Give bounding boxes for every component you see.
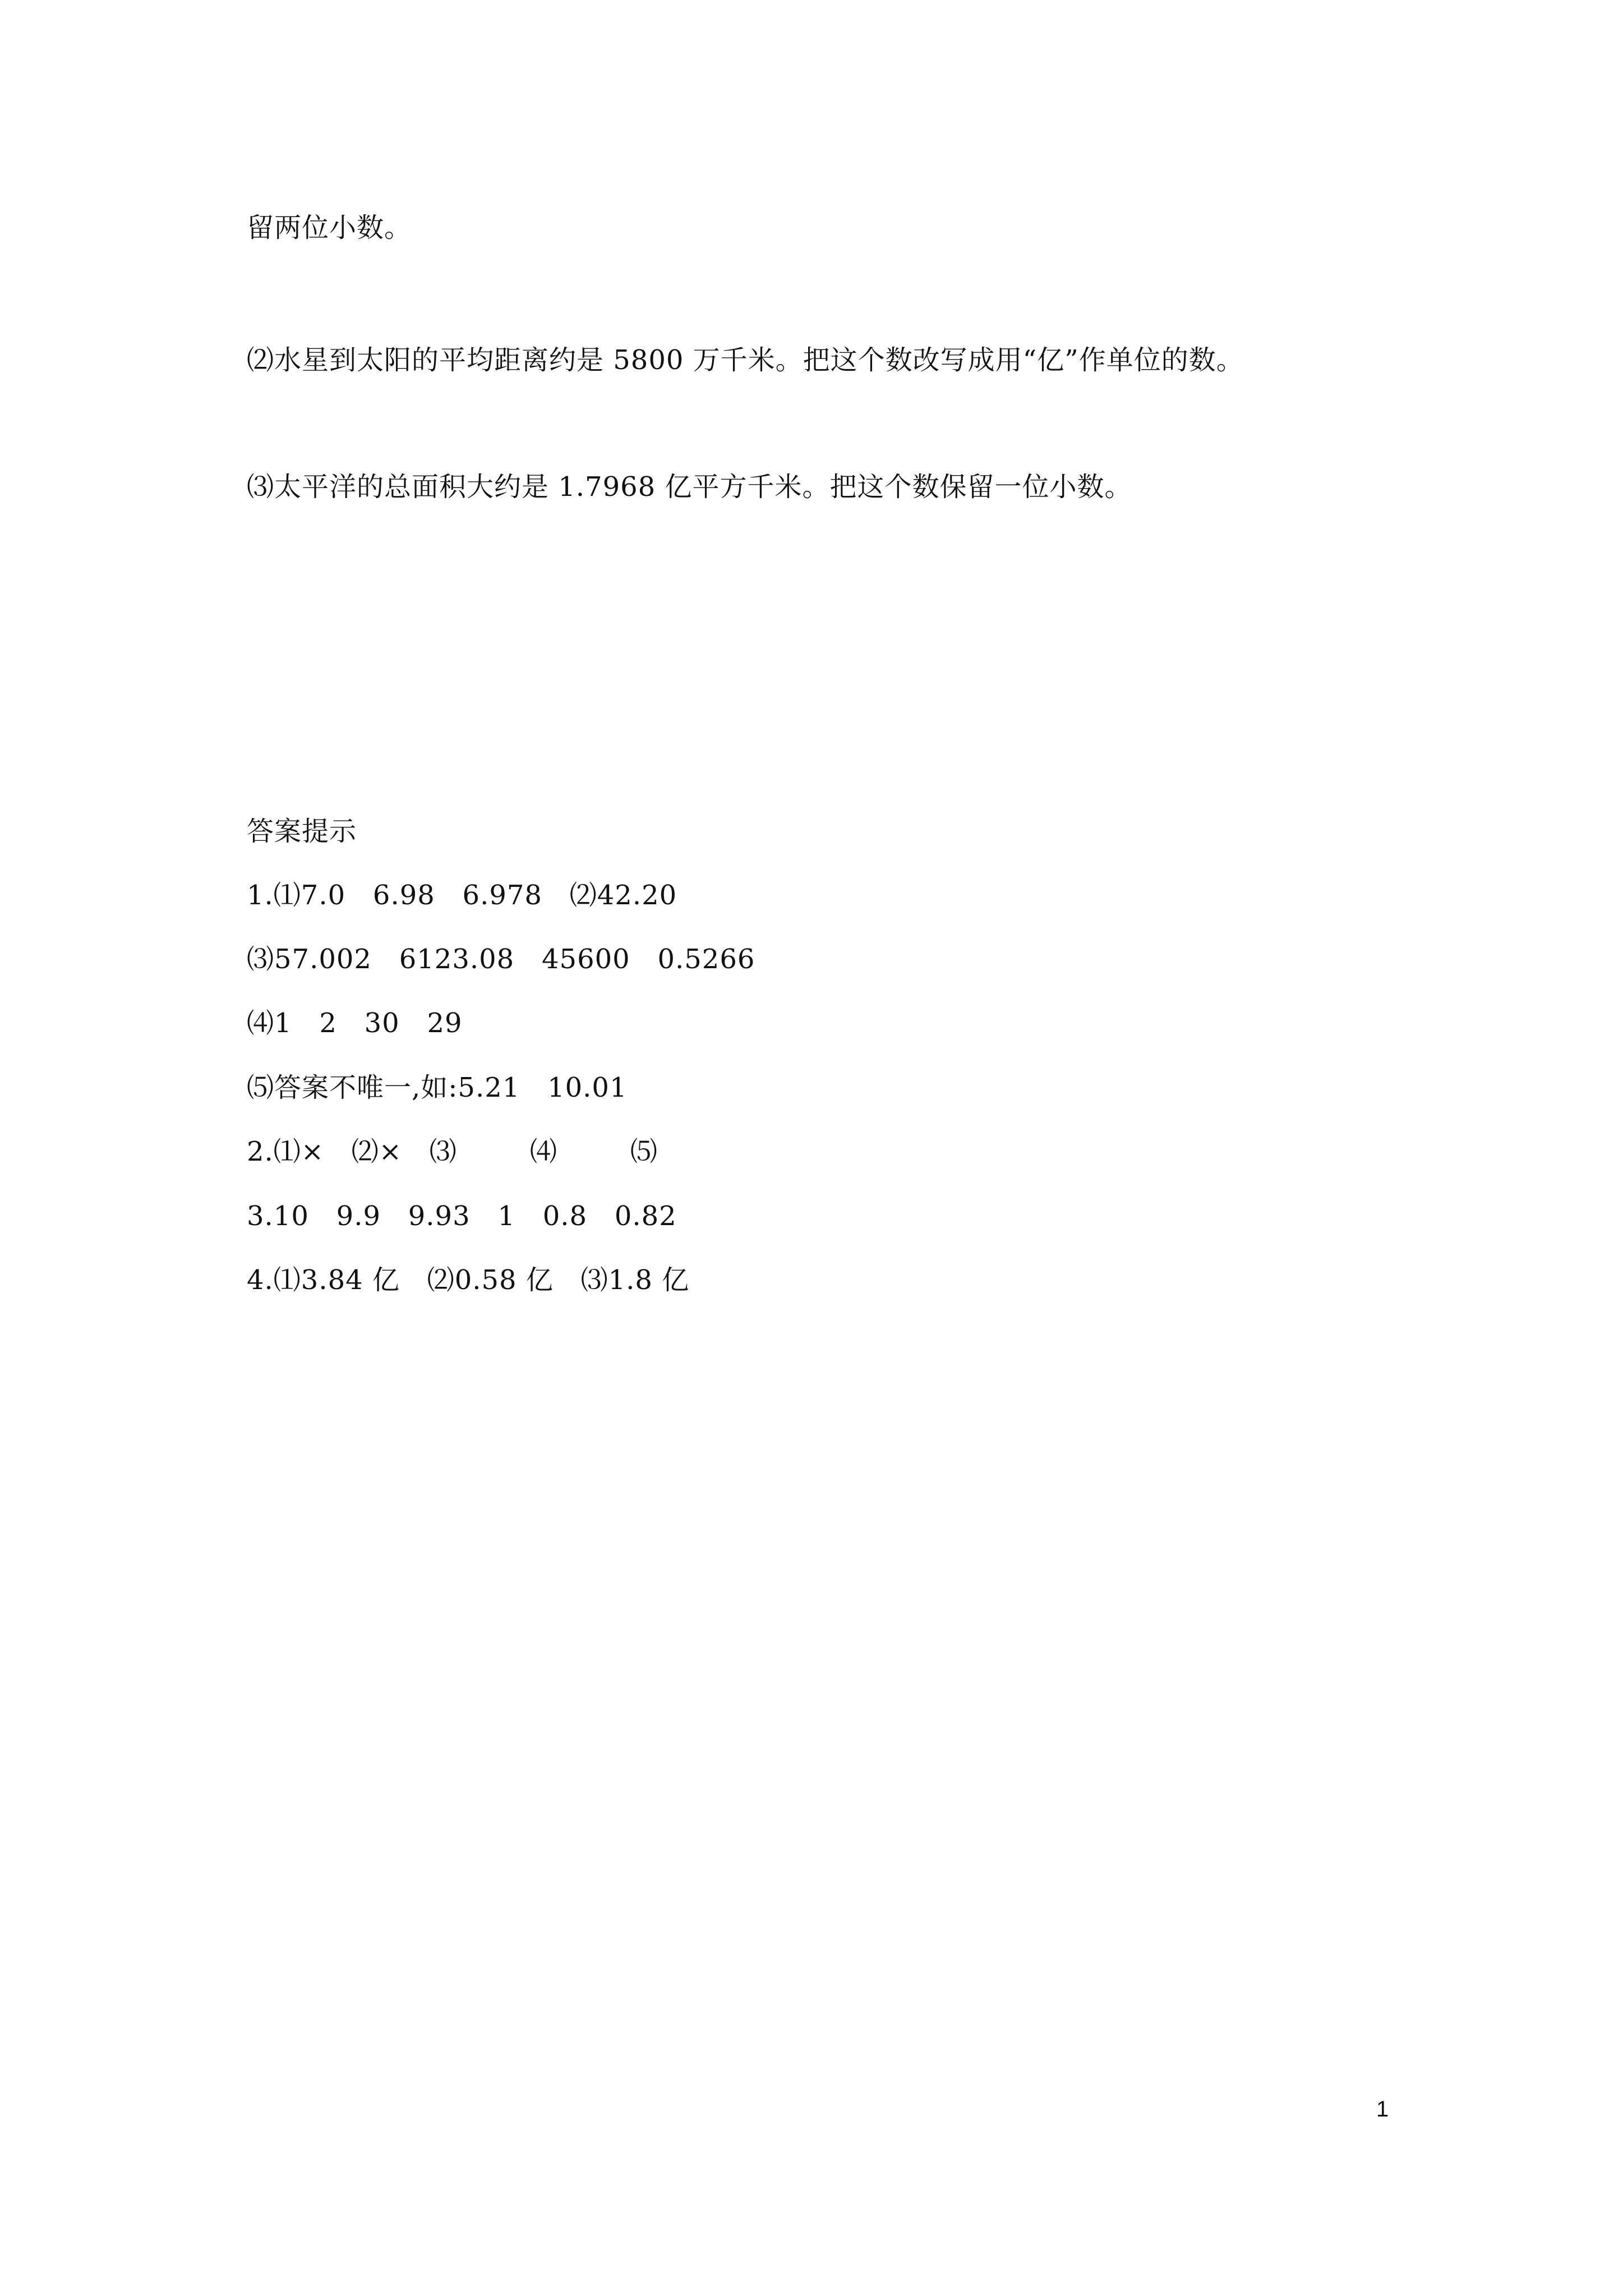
answer-line: ⑸答案不唯一,如:5.21 10.01 <box>247 1072 628 1103</box>
question-2: ⑵水星到太阳的平均距离约是 5800 万千米。把这个数改写成用“亿”作单位的数。 <box>247 344 1244 376</box>
answers-heading: 答案提示 <box>247 816 357 847</box>
answer-line: ⑷1 2 30 29 <box>247 1007 463 1039</box>
question-1-continuation: 留两位小数。 <box>247 212 412 243</box>
answer-line: 2.⑴× ⑵× ⑶ ⑷ ⑸ <box>247 1136 658 1167</box>
answer-line: ⑶57.002 6123.08 45600 0.5266 <box>247 944 755 975</box>
page-number: 1 <box>1376 2097 1389 2122</box>
answer-line: 4.⑴3.84 亿 ⑵0.58 亿 ⑶1.8 亿 <box>247 1264 690 1296</box>
question-3: ⑶太平洋的总面积大约是 1.7968 亿平方千米。把这个数保留一位小数。 <box>247 471 1132 503</box>
answer-line: 1.⑴7.0 6.98 6.978 ⑵42.20 <box>247 880 677 911</box>
answer-line: 3.10 9.9 9.93 1 0.8 0.82 <box>247 1200 677 1232</box>
